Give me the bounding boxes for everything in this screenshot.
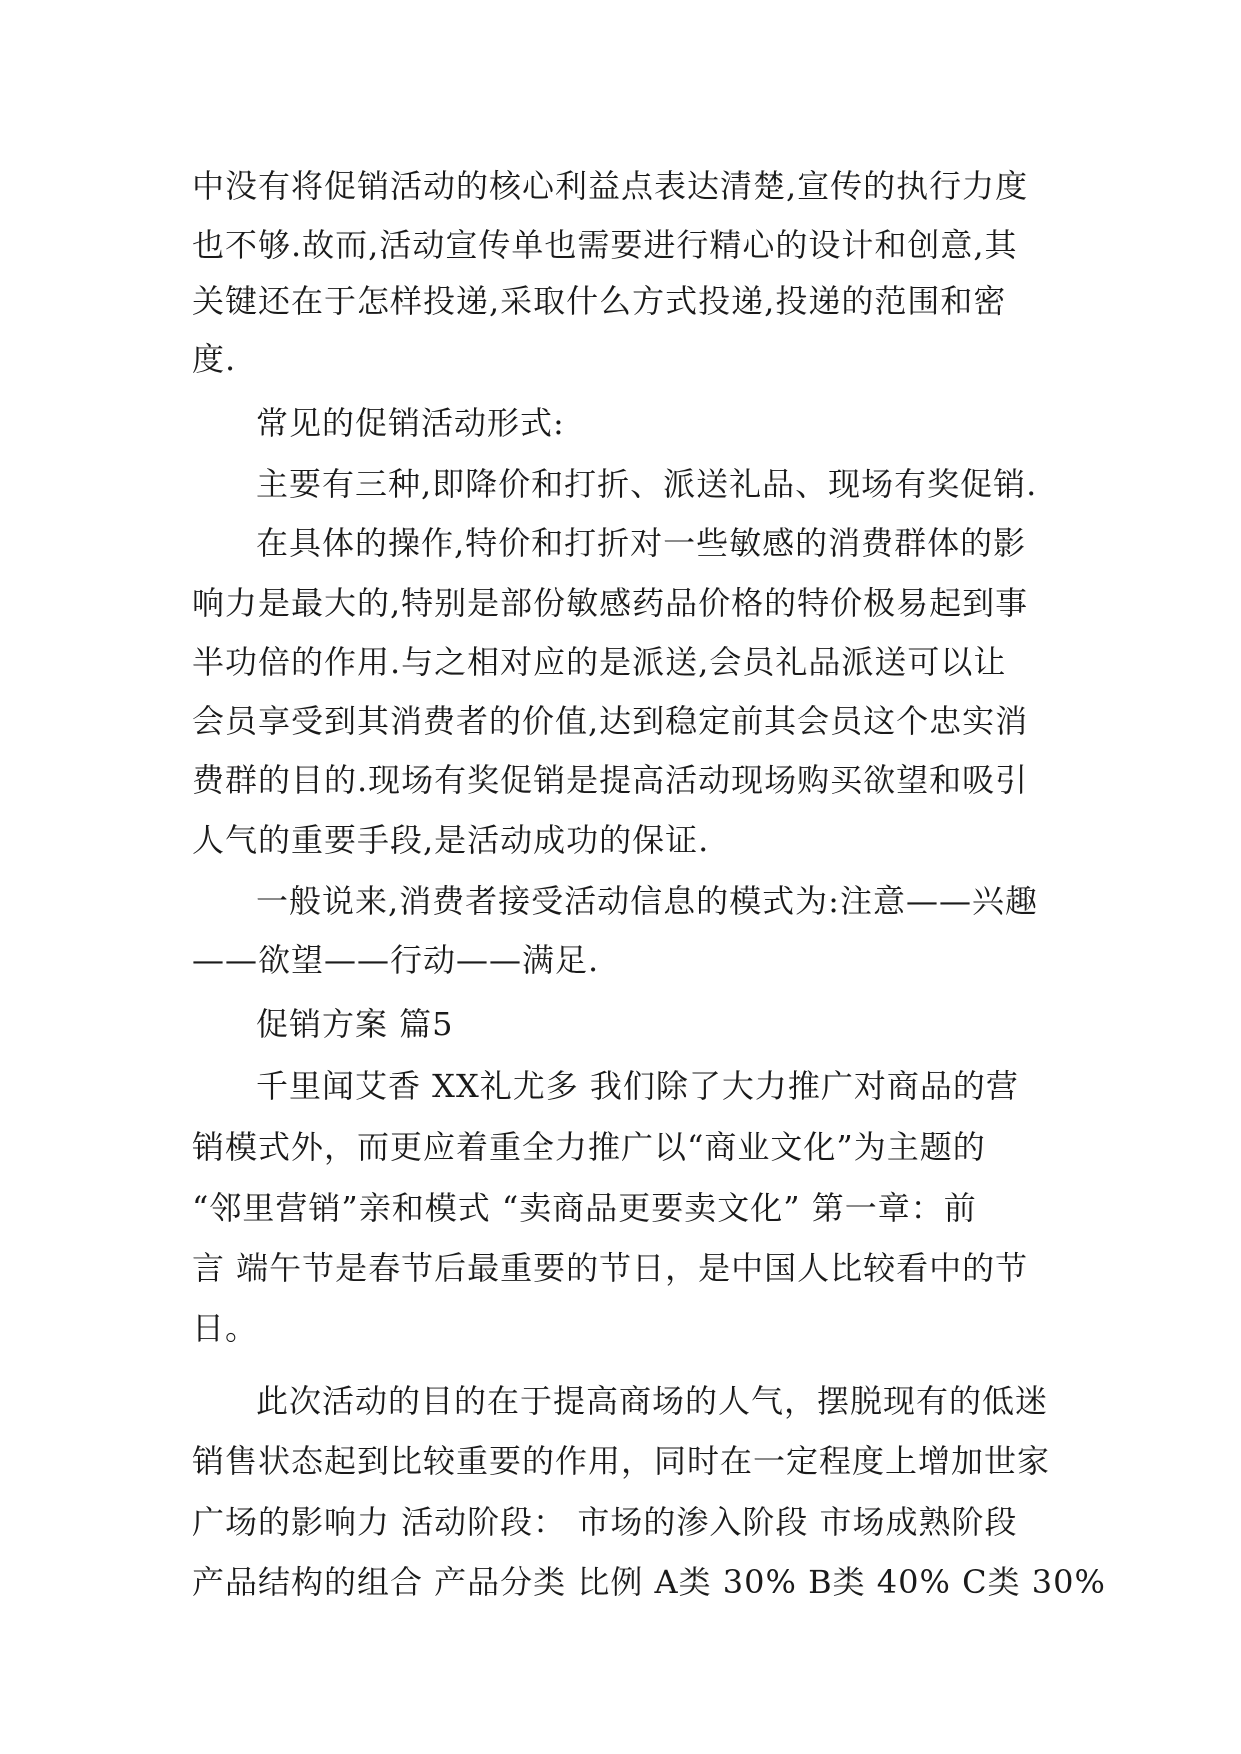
- paragraph-line: 也不够.故而,活动宣传单也需要进行精心的设计和创意,其: [192, 226, 1018, 264]
- paragraph-line: 关键还在于怎样投递,采取什么方式投递,投递的范围和密: [192, 282, 1007, 320]
- paragraph-line: 响力是最大的,特别是部份敏感药品价格的特价极易起到事: [192, 584, 1029, 622]
- paragraph-line: 主要有三种,即降价和打折、派送礼品、现场有奖促销.: [256, 465, 1038, 503]
- paragraph-line: 千里闻艾香 XX礼尤多 我们除了大力推广对商品的营: [256, 1067, 1019, 1105]
- paragraph-line: 销模式外，而更应着重全力推广以“商业文化”为主题的: [192, 1128, 986, 1166]
- paragraph-line: 广场的影响力 活动阶段： 市场的渗入阶段 市场成熟阶段: [192, 1503, 1018, 1541]
- section-heading: 常见的促销活动形式:: [256, 404, 565, 442]
- paragraph-line: 销售状态起到比较重要的作用，同时在一定程度上增加世家: [192, 1442, 1051, 1480]
- paragraph-line: 半功倍的作用.与之相对应的是派送,会员礼品派送可以让: [192, 643, 1007, 681]
- paragraph-line: 日。: [192, 1309, 259, 1347]
- section-heading: 促销方案 篇5: [256, 1005, 454, 1043]
- paragraph-line: 费群的目的.现场有奖促销是提高活动现场购买欲望和吸引: [192, 761, 1029, 799]
- paragraph-line: 此次活动的目的在于提高商场的人气，摆脱现有的低迷: [256, 1382, 1049, 1420]
- paragraph-line: 一般说来,消费者接受活动信息的模式为:注意——兴趣: [256, 882, 1038, 920]
- paragraph-line: 会员享受到其消费者的价值,达到稳定前其会员这个忠实消: [192, 702, 1029, 740]
- paragraph-line: 产品结构的组合 产品分类 比例 A类 30% B类 40% C类 30%: [192, 1563, 1106, 1601]
- paragraph-line: 言 端午节是春节后最重要的节日，是中国人比较看中的节: [192, 1249, 1029, 1287]
- paragraph-line: 中没有将促销活动的核心利益点表达清楚,宣传的执行力度: [192, 167, 1029, 205]
- paragraph-line: 度.: [192, 340, 237, 378]
- paragraph-line: “邻里营销”亲和模式 “卖商品更要卖文化” 第一章：前: [192, 1189, 977, 1227]
- paragraph-line: 人气的重要手段,是活动成功的保证.: [192, 821, 710, 859]
- paragraph-line: 在具体的操作,特价和打折对一些敏感的消费群体的影: [256, 524, 1027, 562]
- paragraph-line: ——欲望——行动——满足.: [192, 941, 600, 979]
